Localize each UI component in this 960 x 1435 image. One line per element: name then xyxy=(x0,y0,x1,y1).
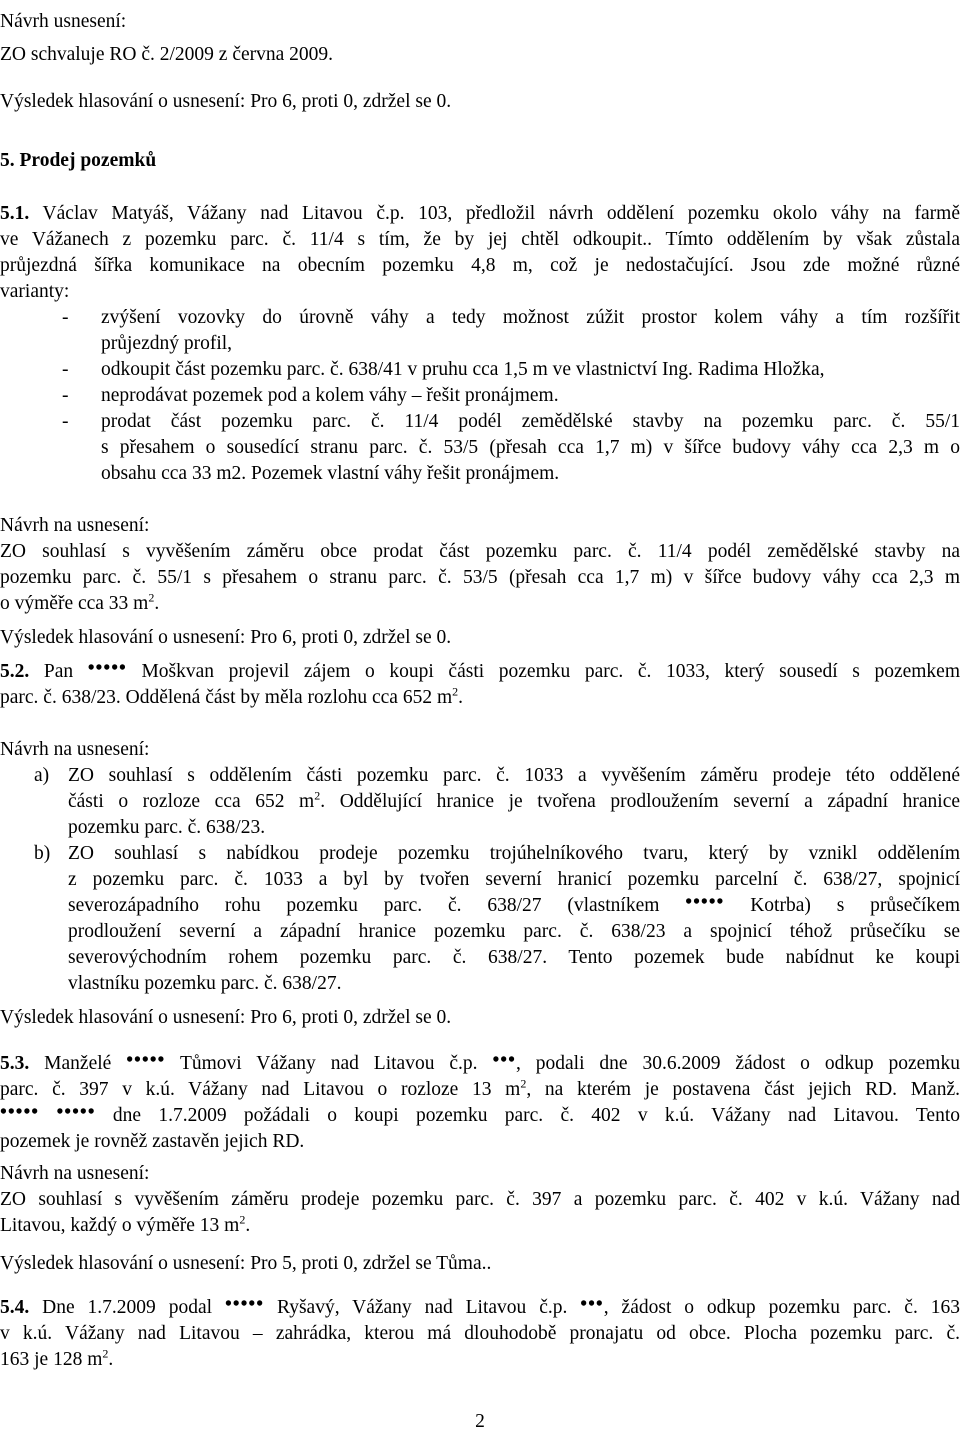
text-segment: obsahu cca 33 m2. Pozemek vlastní váhy řešit pronájmem. xyxy=(101,463,560,484)
paragraph-line xyxy=(0,1076,960,1103)
text-segment: z pozemku parc. č. 1033 a byl by tvořen severní hranicí pozemku parcelní č. 638/27, spojnicí xyxy=(68,869,960,890)
text-segment: . xyxy=(154,593,160,614)
text-segment: Návrh usnesení: xyxy=(0,11,127,32)
paragraph-line xyxy=(0,226,960,253)
text-segment: , žádost o odkup pozemku parc. č. 163 xyxy=(603,1297,960,1318)
paragraph-line xyxy=(0,252,960,279)
text-segment: prodloužení severní a západní hranice pozemku parc. č. 638/23 a spojnicí téhož průsečíku se xyxy=(68,921,960,942)
section-number: 5. xyxy=(0,150,15,171)
text-segment: ve Vážanech z pozemku parc. č. 11/4 s tím, že by jej chtěl odkoupit.. Tímto oddělením by však zůstala xyxy=(0,229,960,250)
redaction-mark: ••••• xyxy=(87,658,127,679)
text-segment: pozemek je rovněž zastavěn jejich RD. xyxy=(0,1131,305,1152)
resolution-text xyxy=(0,1186,960,1213)
text-segment: s přesahem o sousedící stranu parc. č. 53/5 (přesah cca 1,7 m) v šířce budovy váhy cca 2,3 m o xyxy=(101,437,960,458)
text-segment: pozemku parc. č. 638/23. xyxy=(68,817,266,838)
heading-navrh-usneseni xyxy=(0,8,960,35)
text-segment: 163 je 128 m xyxy=(0,1349,103,1370)
text-segment: severozápadního rohu pozemku parc. č. 638/27 (vlastníkem xyxy=(68,895,686,916)
list-dash: - xyxy=(62,385,69,406)
text-segment: ZO souhlasí s nabídkou prodeje pozemku trojúhelníkového tvaru, který by vznikl oddělením xyxy=(68,843,960,864)
list-item-b-cont xyxy=(68,866,960,893)
resolution-text xyxy=(0,538,960,565)
text-segment: severovýchodním rohem pozemku parc. č. 638/27. Tento pozemek bude nabídnut ke koupi xyxy=(68,947,960,968)
list-item-a-cont xyxy=(68,814,960,841)
vote-result xyxy=(0,1250,960,1277)
list-marker: a) xyxy=(34,765,50,786)
list-item-b-cont xyxy=(68,944,960,971)
paragraph-line xyxy=(0,684,960,711)
text-segment: parc. č. 397 v k.ú. Vážany nad Litavou o rozloze 13 m xyxy=(0,1079,521,1100)
text-segment: dne 1.7.2009 požádali o koupi pozemku parc. č. 402 v k.ú. Vážany nad Litavou. Tento xyxy=(95,1105,960,1126)
resolution-text xyxy=(0,1212,960,1239)
heading-navrh-usneseni xyxy=(0,736,960,763)
paragraph-line xyxy=(0,1050,960,1077)
variant-item xyxy=(101,408,960,435)
redaction-mark: ••••• xyxy=(685,892,725,913)
paragraph-line xyxy=(0,1102,960,1129)
redaction-mark: ••••• xyxy=(126,1050,166,1071)
text-segment: Výsledek hlasování o usnesení: Pro 5, proti 0, zdržel se Tůma.. xyxy=(0,1253,492,1274)
text-segment: . xyxy=(458,687,464,708)
variant-item xyxy=(101,356,960,383)
text-segment: ZO schvaluje RO č. 2/2009 z června 2009. xyxy=(0,44,334,65)
list-dash: - xyxy=(62,359,69,380)
text-segment: ZO souhlasí s vyvěšením záměru prodeje pozemku parc. č. 397 a pozemku parc. č. 402 v k.ú. Vážany nad xyxy=(0,1189,960,1210)
text-segment: Výsledek hlasování o usnesení: Pro 6, proti 0, zdržel se 0. xyxy=(0,91,452,112)
superscript: 2 xyxy=(452,684,459,699)
redaction-mark: ••••• xyxy=(56,1102,96,1123)
text-segment: Tůmovi Vážany nad Litavou č.p. xyxy=(165,1053,493,1074)
paragraph-line xyxy=(0,1294,960,1321)
text-segment: Výsledek hlasování o usnesení: Pro 6, proti 0, zdržel se 0. xyxy=(0,1007,452,1028)
text-segment: Dne 1.7.2009 podal xyxy=(29,1297,225,1318)
variant-item-cont xyxy=(101,460,960,487)
text-segment: Litavou, každý o výměře 13 m xyxy=(0,1215,240,1236)
text-segment: Václav Matyáš, Vážany nad Litavou č.p. 103, předložil návrh oddělení pozemku okolo váhy na farmě xyxy=(29,203,960,224)
vote-result xyxy=(0,88,960,115)
text-segment: neprodávat pozemek pod a kolem váhy – řešit pronájmem. xyxy=(101,385,559,406)
list-dash: - xyxy=(62,307,69,328)
resolution-text xyxy=(0,590,960,617)
text-segment: parc. č. 638/23. Oddělená část by měla rozlohu cca 652 m xyxy=(0,687,453,708)
superscript: 2 xyxy=(239,1212,246,1227)
text-segment: , podali dne 30.6.2009 žádost o odkup pozemku xyxy=(515,1053,960,1074)
redaction-mark: ••• xyxy=(492,1050,516,1071)
list-item-b-cont xyxy=(68,892,960,919)
text-segment: . xyxy=(108,1349,114,1370)
text-segment: varianty: xyxy=(0,281,70,302)
section-number: 5.3. xyxy=(0,1053,30,1074)
list-item-a xyxy=(68,762,960,789)
text-segment: v k.ú. Vážany nad Litavou – zahrádka, kterou má dlouhodobě pronajatu od obce. Plocha pozemku parc. č. xyxy=(0,1323,960,1344)
paragraph-line xyxy=(0,278,960,305)
paragraph-line xyxy=(0,658,960,685)
vote-result xyxy=(0,1004,960,1031)
paragraph-line xyxy=(0,1128,960,1155)
heading-navrh-usneseni xyxy=(0,512,960,539)
text-segment: prodat část pozemku parc. č. 11/4 podél zemědělské stavby na pozemku parc. č. 55/1 xyxy=(101,411,960,432)
text-segment: Návrh na usnesení: xyxy=(0,515,150,536)
text-segment: . Oddělující hranice je tvořena prodloužením severní a západní hranice xyxy=(320,791,960,812)
text-segment: Ryšavý, Vážany nad Litavou č.p. xyxy=(264,1297,581,1318)
list-item-b-cont xyxy=(68,970,960,997)
text-segment: Návrh na usnesení: xyxy=(0,739,150,760)
text-segment: odkoupit část pozemku parc. č. 638/41 v pruhu cca 1,5 m ve vlastnictví Ing. Radima Hložka, xyxy=(101,359,825,380)
text-segment: Pan xyxy=(29,661,88,682)
section-number: 5.4. xyxy=(0,1297,30,1318)
text-segment: pozemku parc. č. 55/1 s přesahem o stranu parc. č. 53/5 (přesah cca 1,7 m) v šířce budovy váhy cca 2,3 m xyxy=(0,567,960,588)
page-number: 2 xyxy=(475,1411,485,1432)
section-number: 5.1. xyxy=(0,203,30,224)
text-segment: . xyxy=(245,1215,251,1236)
variant-item xyxy=(101,382,960,409)
resolution-text xyxy=(0,41,960,68)
text-segment: části o rozloze cca 652 m xyxy=(68,791,315,812)
text-segment: ZO souhlasí s oddělením části pozemku parc. č. 1033 a vyvěšením záměru prodeje této oddělené xyxy=(68,765,960,786)
text-segment: Výsledek hlasování o usnesení: Pro 6, proti 0, zdržel se 0. xyxy=(0,627,452,648)
variant-item-cont xyxy=(101,434,960,461)
paragraph-line xyxy=(0,1346,960,1373)
redaction-mark: ••••• xyxy=(224,1294,265,1315)
text-segment: Návrh na usnesení: xyxy=(0,1163,150,1184)
section-number: Prodej pozemků xyxy=(14,150,157,171)
redaction-mark: ••••• xyxy=(0,1102,40,1123)
text-segment: průjezdný profil, xyxy=(101,333,233,354)
resolution-text xyxy=(0,564,960,591)
heading-navrh-usneseni xyxy=(0,1160,960,1187)
list-item-b xyxy=(68,840,960,867)
list-item-a-cont xyxy=(68,788,960,815)
text-segment: vlastníku pozemku parc. č. 638/27. xyxy=(68,973,342,994)
superscript: 2 xyxy=(520,1076,527,1091)
section-number: 5.2. xyxy=(0,661,30,682)
text-segment: Moškvan projevil zájem o koupi části pozemku parc. č. 1033, který sousedí s pozemkem xyxy=(126,661,960,682)
section-heading xyxy=(0,147,960,174)
variant-item-cont xyxy=(101,330,960,357)
superscript: 2 xyxy=(148,590,155,605)
text-segment: , na kterém je postavena část jejich RD. Manž. xyxy=(526,1079,960,1100)
text-segment: zvýšení vozovky do úrovně váhy a tedy možnost zúžit prostor kolem váhy a tím rozšířit xyxy=(101,307,960,328)
vote-result xyxy=(0,624,960,651)
list-item-b-cont xyxy=(68,918,960,945)
variant-item xyxy=(101,304,960,331)
paragraph-line xyxy=(0,200,960,227)
superscript: 2 xyxy=(102,1346,109,1361)
superscript: 2 xyxy=(314,788,321,803)
text-segment: průjezdná šířka komunikace na obecním pozemku 4,8 m, což je nedostačující. Jsou zde možné různé xyxy=(0,255,960,276)
text-segment: Kotrba) s průsečíkem xyxy=(724,895,960,916)
text-segment: o výměře cca 33 m xyxy=(0,593,149,614)
text-segment: Manželé xyxy=(29,1053,127,1074)
text-segment xyxy=(39,1105,56,1126)
text-segment: ZO souhlasí s vyvěšením záměru obce prodat část pozemku parc. č. 11/4 podél zemědělské stavby na xyxy=(0,541,960,562)
list-dash: - xyxy=(62,411,69,432)
list-marker: b) xyxy=(34,843,51,864)
paragraph-line xyxy=(0,1320,960,1347)
redaction-mark: ••• xyxy=(580,1294,604,1315)
